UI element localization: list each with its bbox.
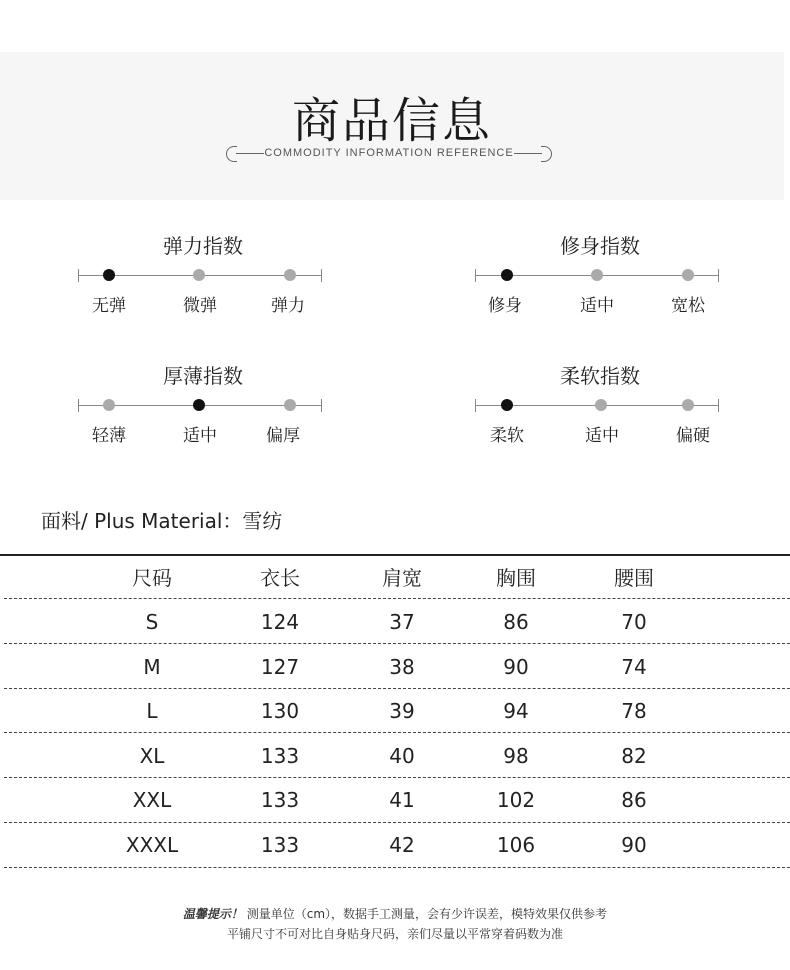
note-text: 平铺尺寸不可对比自身贴身尺码，亲们尽量以平常穿着码数为准: [226, 927, 563, 941]
info-banner: [0, 52, 784, 200]
index-title: 厚薄指数: [163, 364, 243, 388]
scale-tick-end: [321, 269, 322, 282]
subtitle-frame-left-cap: [226, 146, 237, 162]
table-cell: 42: [389, 833, 415, 857]
table-row: [0, 778, 790, 822]
scale-dot-active: [103, 269, 115, 281]
table-cell: 133: [260, 788, 300, 812]
subtitle-line-left: [236, 153, 264, 154]
table-cell: 102: [496, 788, 536, 812]
table-cell: XXL: [132, 788, 172, 812]
table-cell: XL: [139, 744, 165, 768]
scale-dot: [284, 269, 296, 281]
scale-tick-start: [78, 269, 79, 282]
table-cell: 37: [389, 610, 415, 634]
scale-tick-start: [78, 399, 79, 412]
table-cell: 82: [621, 744, 647, 768]
scale-dot: [682, 399, 694, 411]
table-row: [0, 600, 790, 644]
table-cell: M: [143, 655, 161, 679]
scale-dot-active: [501, 269, 513, 281]
scale-dot-active: [193, 399, 205, 411]
note-text: 测量单位（cm），数据手工测量，会有少许误差，模特效果仅供参考: [246, 907, 608, 921]
table-cell: 98: [503, 744, 529, 768]
row-divider: [4, 732, 790, 733]
table-cell: 78: [621, 699, 647, 723]
scale-dot: [595, 399, 607, 411]
note-line-1: [0, 905, 790, 922]
table-header-cell: 腰围: [614, 566, 654, 590]
scale-option: 偏硬: [676, 426, 710, 446]
table-cell: L: [146, 699, 158, 723]
table-row: [0, 689, 790, 733]
scale-option: 宽松: [671, 296, 705, 316]
table-cell: 39: [389, 699, 415, 723]
table-cell: 41: [389, 788, 415, 812]
scale-option: 偏厚: [266, 426, 300, 446]
scale-option: 修身: [488, 296, 522, 316]
table-cell: 133: [260, 833, 300, 857]
scale-option: 适中: [580, 296, 614, 316]
material-label: 面料/ Plus Material：雪纺: [41, 509, 283, 533]
table-cell: 130: [260, 699, 300, 723]
table-cell: 40: [389, 744, 415, 768]
table-cell: 90: [503, 655, 529, 679]
scale-tick-end: [321, 399, 322, 412]
table-cell: 106: [496, 833, 536, 857]
subtitle-frame-right-cap: [541, 146, 552, 162]
subtitle-line-right: [514, 153, 542, 154]
scale-dot: [682, 269, 694, 281]
scale-tick-start: [475, 269, 476, 282]
table-cell: 90: [621, 833, 647, 857]
index-title: 柔软指数: [560, 364, 640, 388]
scale-tick-end: [718, 269, 719, 282]
table-row: [0, 823, 790, 867]
page-subtitle: COMMODITY INFORMATION REFERENCE: [264, 147, 514, 159]
scale-dot-active: [501, 399, 513, 411]
scale-option: 无弹: [92, 296, 126, 316]
index-title: 弹力指数: [163, 234, 243, 258]
scale-option: 轻薄: [92, 426, 126, 446]
scale-option: 柔软: [490, 426, 524, 446]
row-divider: [4, 598, 790, 599]
scale-dot: [193, 269, 205, 281]
table-cell: 133: [260, 744, 300, 768]
note-label: 温馨提示！: [182, 907, 243, 921]
table-header-cell: 肩宽: [382, 566, 422, 590]
scale-dot: [591, 269, 603, 281]
scale-option: 弹力: [271, 296, 305, 316]
table-cell: 86: [503, 610, 529, 634]
table-header-row: [0, 556, 790, 600]
scale-option: 适中: [183, 426, 217, 446]
table-cell: 38: [389, 655, 415, 679]
note-line-2: [0, 925, 790, 942]
scale-option: 适中: [585, 426, 619, 446]
index-title: 修身指数: [560, 234, 640, 258]
row-divider: [4, 867, 790, 868]
table-row: [0, 734, 790, 778]
table-cell: 74: [621, 655, 647, 679]
row-divider: [4, 643, 790, 644]
table-cell: 94: [503, 699, 529, 723]
page-title: 商品信息: [291, 93, 492, 149]
scale-dot: [284, 399, 296, 411]
table-cell: 124: [260, 610, 300, 634]
scale-option: 微弹: [183, 296, 217, 316]
scale-tick-end: [718, 399, 719, 412]
table-cell: XXXL: [125, 833, 179, 857]
table-cell: 127: [260, 655, 300, 679]
table-cell: 86: [621, 788, 647, 812]
table-header-cell: 胸围: [496, 566, 536, 590]
table-row: [0, 645, 790, 689]
subtitle-frame: [226, 146, 552, 162]
table-header-cell: 尺码: [132, 566, 172, 590]
scale-dot: [103, 399, 115, 411]
table-cell: 70: [621, 610, 647, 634]
table-cell: S: [145, 610, 159, 634]
table-header-cell: 衣长: [260, 566, 300, 590]
scale-tick-start: [475, 399, 476, 412]
